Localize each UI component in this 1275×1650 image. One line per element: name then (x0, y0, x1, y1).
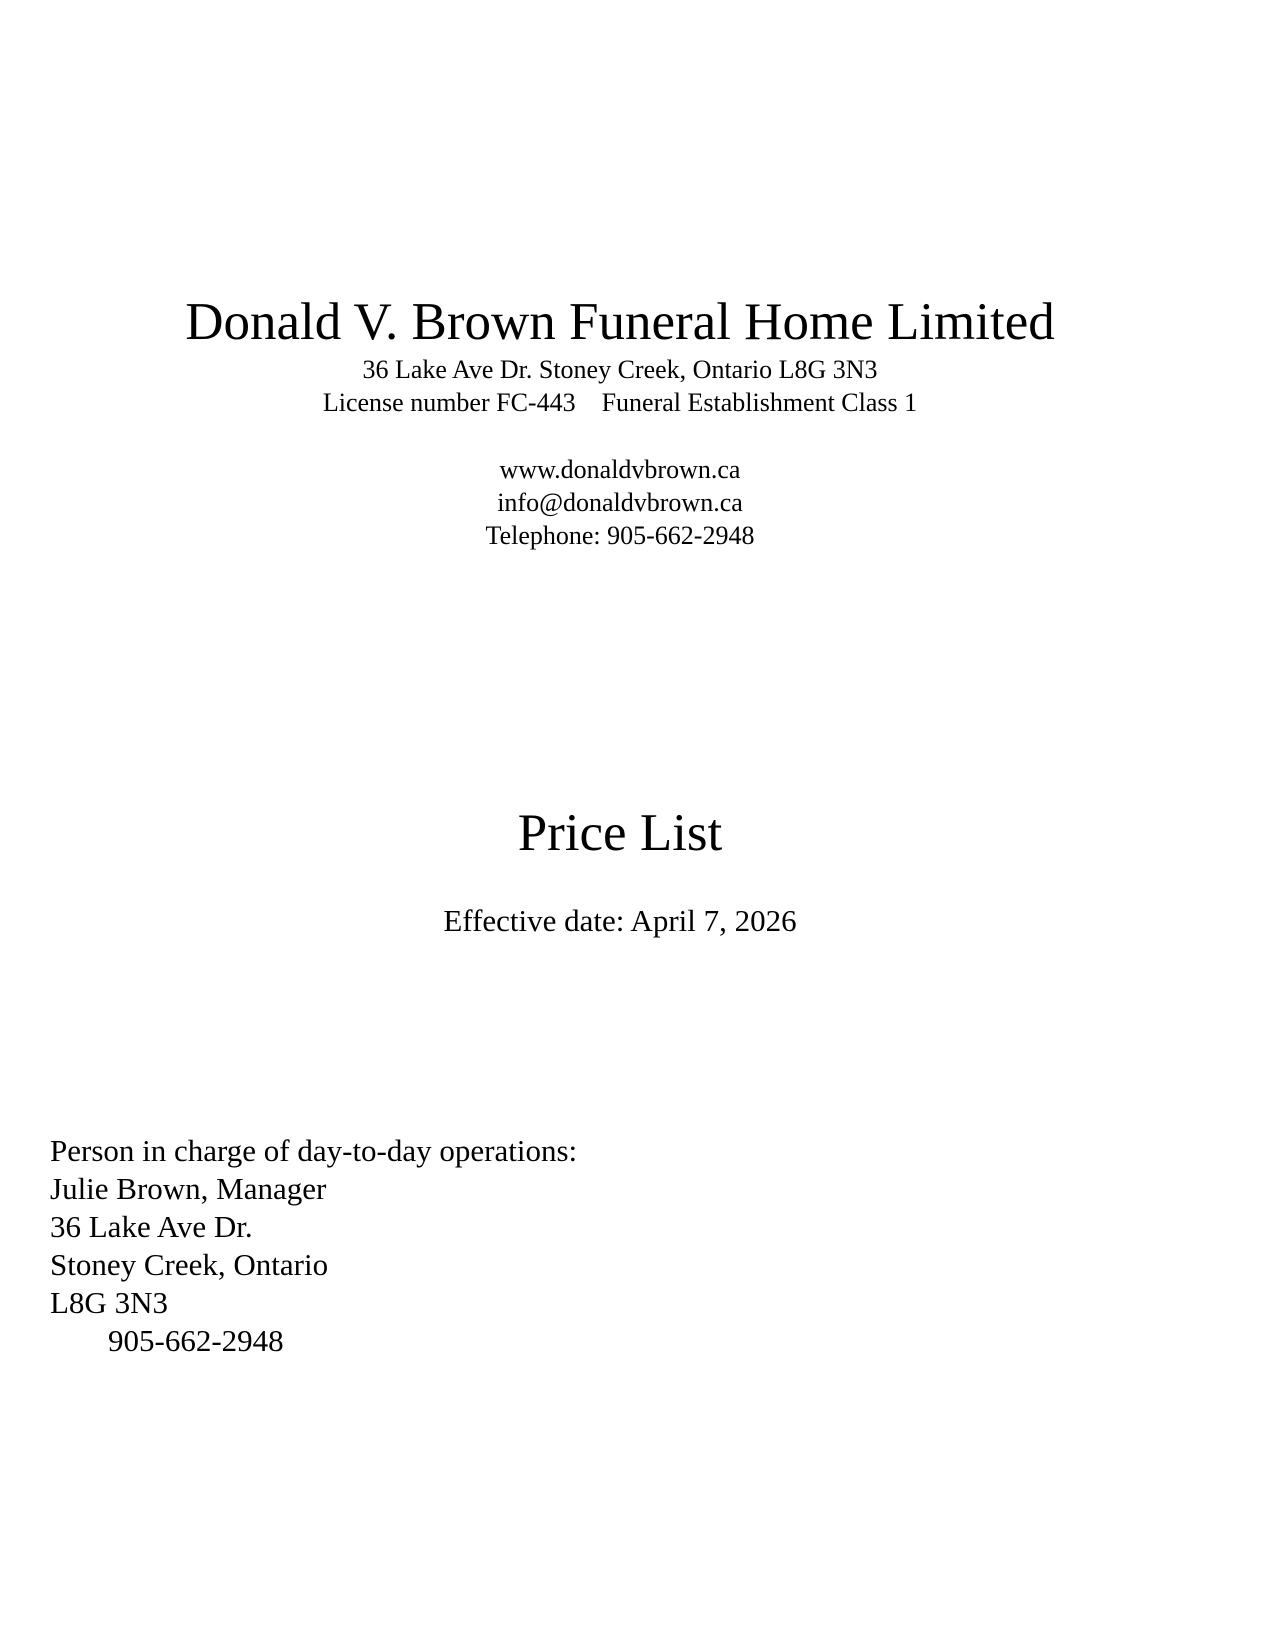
company-license: License number FC-443 Funeral Establishment Class 1 (322, 388, 918, 417)
company-name: Donald V. Brown Funeral Home Limited (185, 293, 1055, 351)
contact-heading: Person in charge of day-to-day operations: (50, 1133, 578, 1168)
contact-name: Julie Brown, Manager (50, 1171, 327, 1206)
contact-postal-code: L8G 3N3 (50, 1285, 168, 1320)
contact-phone: 905-662-2948 (108, 1323, 284, 1358)
document-title: Price List (517, 804, 723, 862)
company-email: info@donaldvbrown.ca (497, 488, 743, 517)
company-website: www.donaldvbrown.ca (499, 455, 741, 484)
contact-street: 36 Lake Ave Dr. (50, 1209, 253, 1244)
company-telephone: Telephone: 905-662-2948 (485, 521, 755, 550)
effective-date: Effective date: April 7, 2026 (443, 903, 797, 938)
company-address: 36 Lake Ave Dr. Stoney Creek, Ontario L8G 3N3 (362, 355, 878, 384)
contact-city: Stoney Creek, Ontario (50, 1247, 329, 1282)
